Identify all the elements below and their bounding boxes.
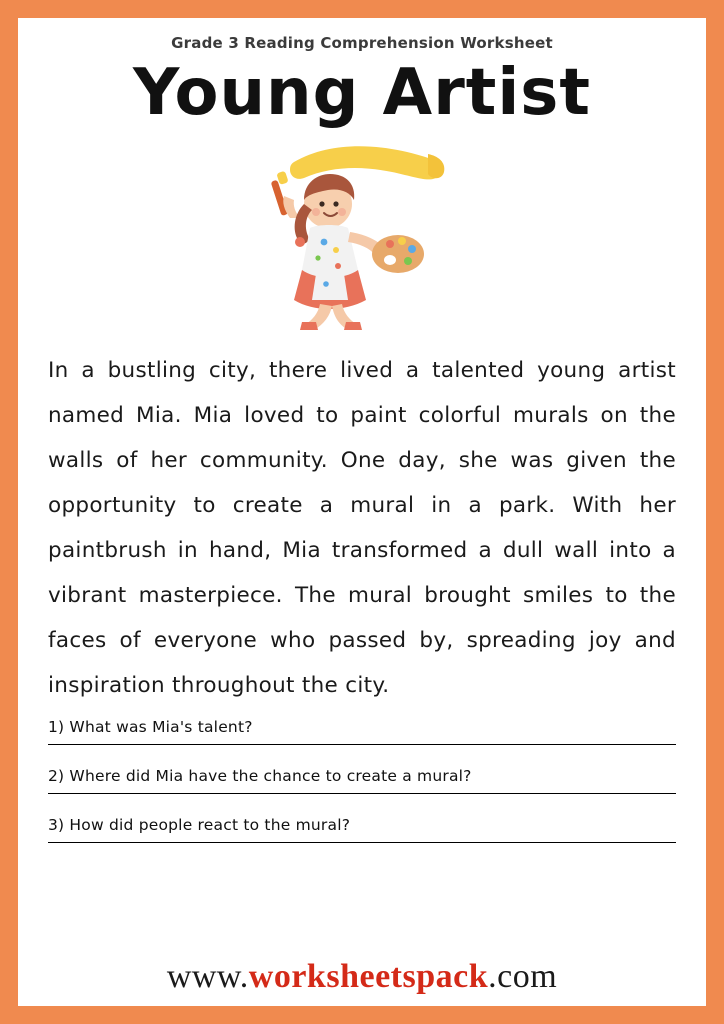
paint-swoosh-tip: [428, 154, 444, 178]
left-blush: [312, 208, 320, 216]
footer-prefix: www.: [166, 958, 249, 995]
splatter-blue: [321, 239, 328, 246]
illustration-girl-painting: [18, 134, 706, 334]
footer-website: [18, 958, 706, 996]
right-blush: [338, 208, 346, 216]
worksheet-page: [18, 18, 706, 1006]
girl-painting-icon: [232, 134, 492, 334]
hair-tie: [295, 237, 305, 247]
footer-suffix: .com: [488, 958, 558, 995]
question-item: [48, 767, 676, 794]
left-shoe: [300, 322, 318, 330]
palette: [372, 235, 424, 273]
right-shoe: [344, 322, 362, 330]
worksheet-subtitle: Grade 3 Reading Comprehension Worksheet: [171, 34, 553, 52]
splatter-green: [315, 255, 320, 260]
answer-line[interactable]: [48, 793, 676, 794]
palette-paint-blue: [408, 245, 416, 253]
apron-lower: [312, 274, 348, 300]
palette-thumb-hole: [384, 255, 396, 265]
answer-line[interactable]: [48, 744, 676, 745]
questions-list: [48, 718, 676, 843]
answer-line[interactable]: [48, 842, 676, 843]
page-title: Young Artist: [133, 56, 591, 130]
palette-paint-yellow: [398, 237, 406, 245]
palette-paint-red: [386, 240, 394, 248]
reading-passage: In a bustling city, there lived a talented young artist named Mia. Mia loved to paint colorful murals on the walls of her community. One day, she was given the opportunity to create a mural in a park. With her paintbrush in hand, Mia transformed a dull wall into a vibrant masterpiece. The mural brought smiles to the faces of everyone who passed by, spreading joy and inspiration throughout the city.: [48, 358, 676, 698]
apron: [302, 225, 358, 278]
question-text: 3) How did people react to the mural?: [48, 816, 351, 834]
splatter-red: [335, 263, 341, 269]
palette-paint-green: [404, 257, 412, 265]
question-text: 1) What was Mia's talent?: [48, 718, 253, 736]
right-eye: [333, 201, 338, 206]
left-eye: [319, 201, 324, 206]
footer-brand: worksheetspack: [248, 958, 489, 995]
splatter-blue-2: [323, 281, 329, 287]
splatter-yellow: [333, 247, 339, 253]
paint-swoosh-shape: [290, 146, 440, 179]
question-text: 2) Where did Mia have the chance to create a mural?: [48, 767, 472, 785]
question-item: [48, 816, 676, 843]
question-item: [48, 718, 676, 745]
